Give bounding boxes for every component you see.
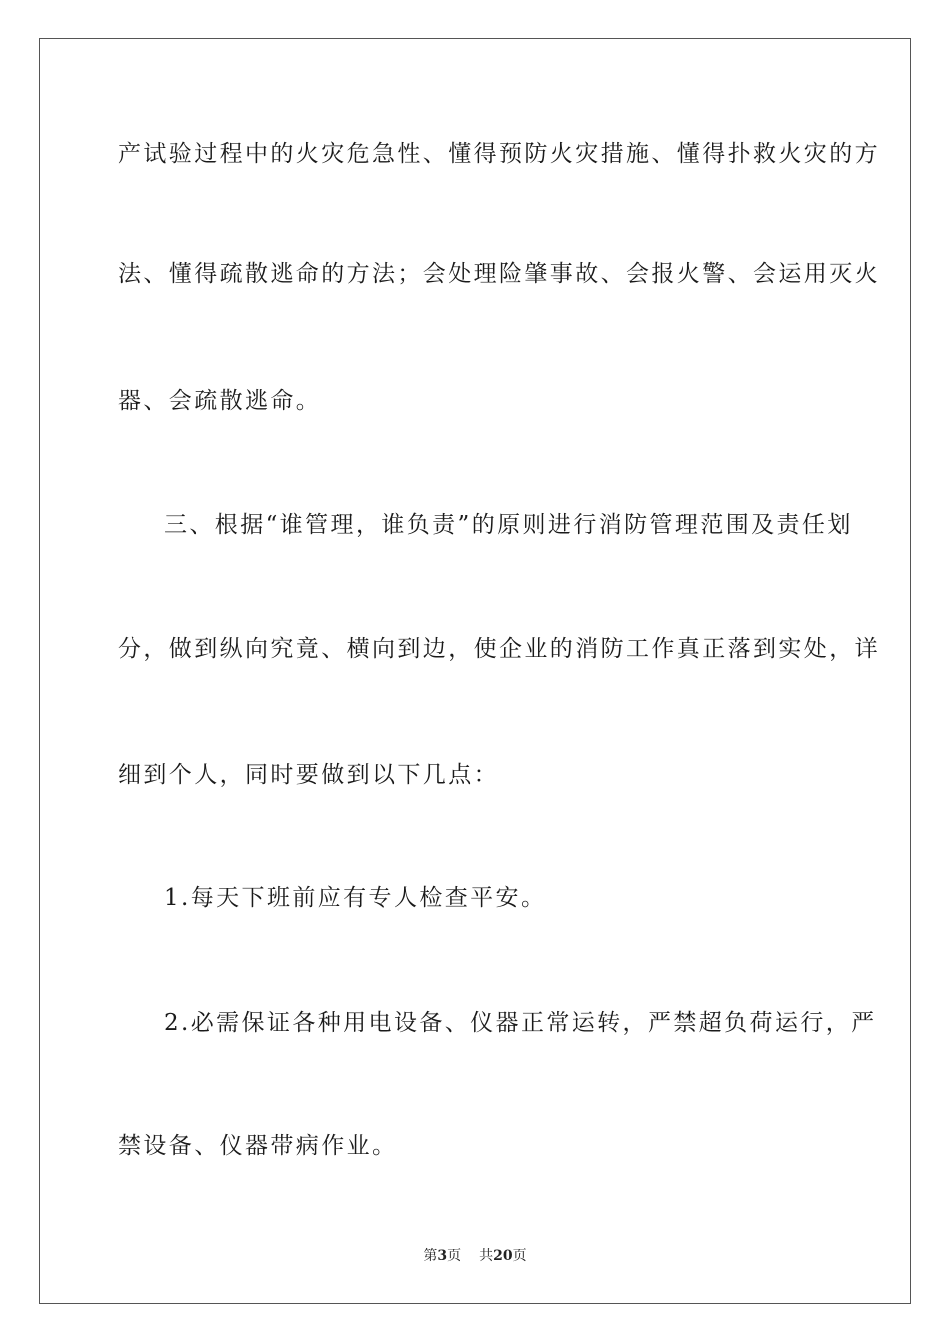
paragraph-three-line-3: 细到个人，同时要做到以下几点： [118,762,499,788]
list-item-1: 1.每天下班前应有专人检查平安。 [164,885,547,911]
footer-total-pages: 20 [493,1248,513,1264]
page-footer [0,1247,950,1265]
footer-page-number: 3 [437,1248,448,1264]
list-item-2-line-1: 2.必需保证各种用电设备、仪器正常运转，严禁超负荷运行，严 [164,1010,877,1036]
body-text-line-3: 器、会疏散逃命。 [118,388,322,414]
footer-total-prefix: 共 [479,1248,494,1264]
paragraph-three-line-1: 三、根据“谁管理，谁负责”的原则进行消防管理范围及责任划 [164,512,853,538]
footer-total-suffix: 页 [512,1248,527,1264]
body-text-line-2: 法、懂得疏散逃命的方法；会处理险肇事故、会报火警、会运用灭火 [118,261,880,287]
footer-page-suffix: 页 [447,1248,462,1264]
body-text-line-1: 产试验过程中的火灾危急性、懂得预防火灾措施、懂得扑救火灾的方 [118,141,880,167]
footer-page-prefix: 第 [423,1248,438,1264]
list-item-2-line-2: 禁设备、仪器带病作业。 [118,1133,398,1159]
paragraph-three-line-2: 分，做到纵向究竟、横向到边，使企业的消防工作真正落到实处，详 [118,636,880,662]
page-border [39,38,911,1304]
